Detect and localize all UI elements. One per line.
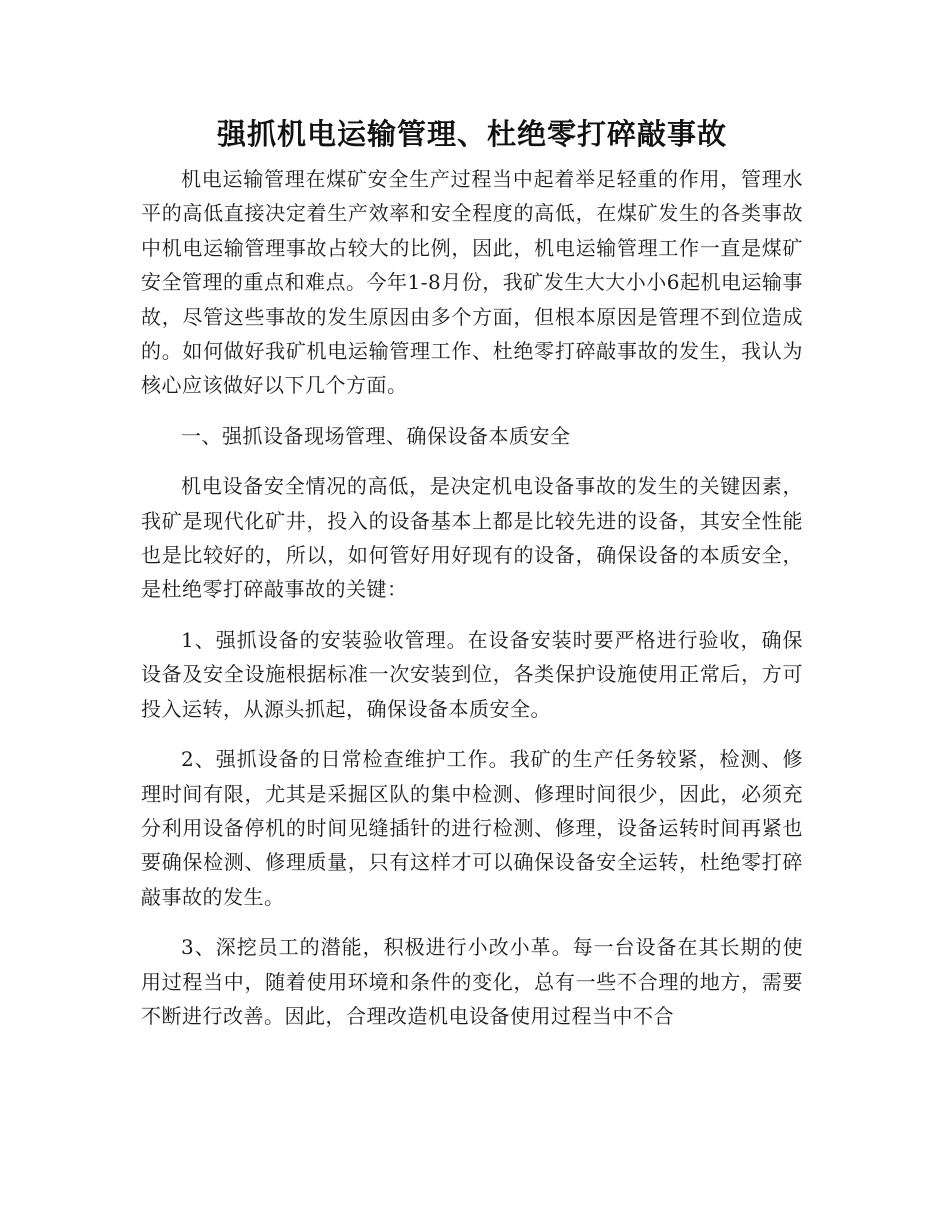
document-body <box>141 112 803 1049</box>
section-paragraph: 机电设备安全情况的高低，是决定机电设备事故的发生的关键因素，我矿是现代化矿井，投入的设备基本上都是比较先进的设备，其安全性能也是比较好的，所以，如何管好用好现有的设备，确保设备的本质安全，是杜绝零打碎敲事故的关键： <box>141 474 803 602</box>
list-item-paragraph: 1、强抓设备的安装验收管理。在设备安装时要严格进行验收，确保设备及安全设施根据标准一次安装到位，各类保护设施使用正常后，方可投入运转，从源头抓起，确保设备本质安全。 <box>141 627 803 721</box>
list-item-paragraph: 2、强抓设备的日常检查维护工作。我矿的生产任务较紧，检测、修理时间有限，尤其是采掘区队的集中检测、修理时间很少，因此，必须充分利用设备停机的时间见缝插针的进行检测、修理，设备运转时间再紧也要确保检测、修理质量，只有这样才可以确保设备安全运转，杜绝零打碎敲事故的发生。 <box>141 747 803 909</box>
document-title: 强抓机电运输管理、杜绝零打碎敲事故 <box>216 117 727 151</box>
list-item-paragraph: 3、深挖员工的潜能，积极进行小改小革。每一台设备在其长期的使用过程当中，随着使用环境和条件的变化，总有一些不合理的地方，需要不断进行改善。因此，合理改造机电设备使用过程当中不合 <box>141 935 803 1028</box>
intro-paragraph: 机电运输管理在煤矿安全生产过程当中起着举足轻重的作用，管理水平的高低直接决定着生产效率和安全程度的高低，在煤矿发生的各类事故中机电运输管理事故占较大的比例，因此，机电运输管理工作一直是煤矿安全管理的重点和难点。今年1-8月份，我矿发生大大小小6起机电运输事故，尽管这些事故的发生原因由多个方面，但根本原因是管理不到位造成的。如何做好我矿机电运输管理工作、杜绝零打碎敲事故的发生，我认为核心应该做好以下几个方面。 <box>141 167 803 398</box>
section-heading: 一、强抓设备现场管理、确保设备本质安全 <box>181 423 571 448</box>
